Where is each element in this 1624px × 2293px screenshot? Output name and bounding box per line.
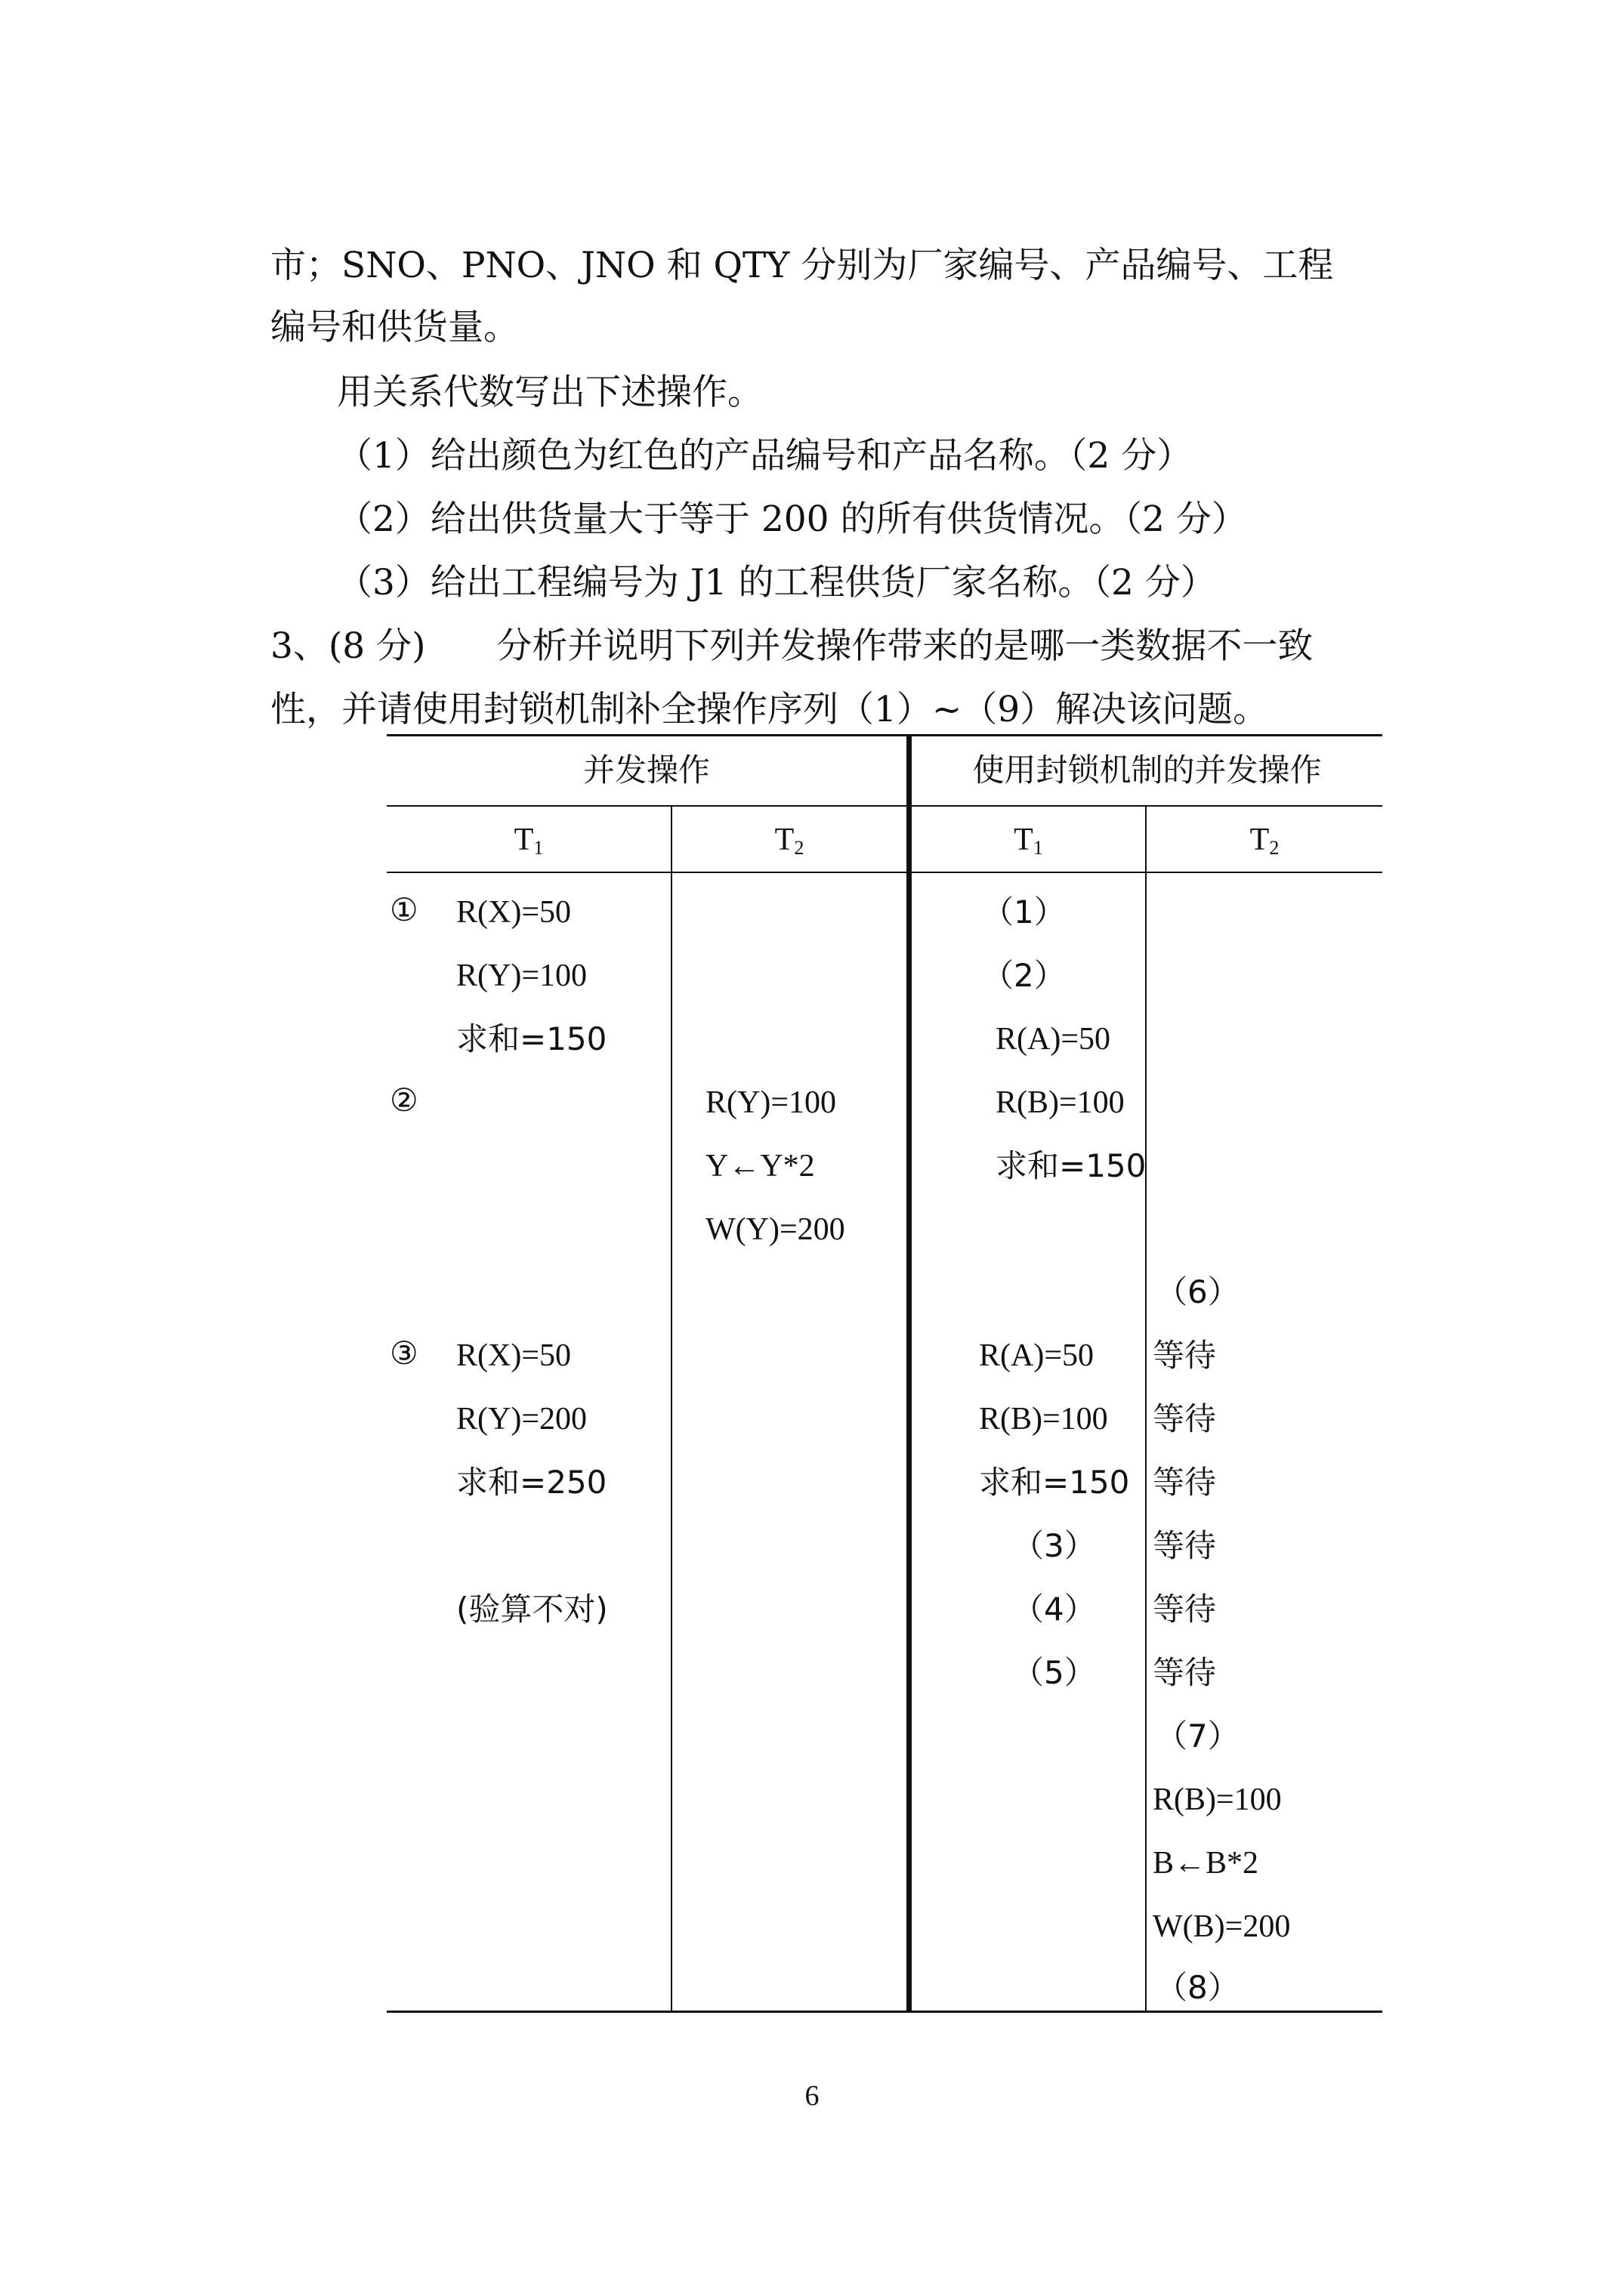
left-t1-op: R(X)=50 <box>456 1338 572 1373</box>
right-t2-op: B←B*2 <box>1153 1846 1259 1881</box>
right-t2-blank: （7） <box>1156 1717 1240 1754</box>
left-t1-op: (验算不对) <box>456 1591 608 1628</box>
right-t1-op: R(A)=50 <box>996 1022 1111 1057</box>
right-t2-blank: （6） <box>1156 1273 1240 1310</box>
col-header-right-t2: $T_2$ <box>1249 822 1280 859</box>
right-t1-op: 求和=150 <box>996 1147 1147 1184</box>
left-t1-op: 求和=250 <box>456 1464 607 1501</box>
paragraph-line-3: 用关系代数写出下述操作。 <box>337 372 763 413</box>
right-t2-wait: 等待 <box>1153 1400 1217 1437</box>
table-header-rule <box>387 805 1382 807</box>
col-header-right-t1: $T_1$ <box>1014 822 1043 859</box>
divider-left-t1-t2 <box>671 805 672 2012</box>
divider-right-t1-t2 <box>1145 805 1147 2012</box>
right-t1-op: 求和=150 <box>979 1464 1130 1501</box>
right-t1-op: R(A)=50 <box>979 1338 1095 1373</box>
left-t1-op: R(Y)=200 <box>456 1402 588 1437</box>
left-t2-op: R(Y)=100 <box>705 1085 837 1120</box>
right-t1-op: R(B)=100 <box>996 1085 1125 1120</box>
group-header-with-locking: 使用封锁机制的并发操作 <box>972 751 1322 789</box>
right-t2-op: R(B)=100 <box>1153 1782 1282 1817</box>
step-marker-3: ③ <box>390 1337 418 1372</box>
right-t1-op: R(B)=100 <box>979 1402 1108 1437</box>
question-item-1: （1）给出颜色为红色的产品编号和产品名称。（2 分） <box>337 435 1193 477</box>
right-t1-blank: （1） <box>982 893 1066 930</box>
right-t2-wait: 等待 <box>1153 1591 1217 1628</box>
step-marker-2: ② <box>390 1084 418 1119</box>
left-t1-op: R(Y)=100 <box>456 958 588 993</box>
right-t1-blank: （2） <box>982 957 1066 994</box>
question-item-3: （3）给出工程编号为 J1 的工程供货厂家名称。（2 分） <box>337 562 1216 603</box>
table-bottom-rule <box>387 2011 1382 2013</box>
right-t2-wait: 等待 <box>1153 1527 1217 1564</box>
left-t2-op: W(Y)=200 <box>705 1212 845 1247</box>
group-header-concurrent: 并发操作 <box>582 751 710 789</box>
step-marker-1: ① <box>390 893 418 928</box>
paragraph-line-1: 市；SNO、PNO、JNO 和 QTY 分别为厂家编号、产品编号、工程 <box>270 245 1334 286</box>
right-t2-wait: 等待 <box>1153 1654 1217 1691</box>
right-t1-blank: （3） <box>1012 1527 1096 1564</box>
right-t2-blank: （8） <box>1156 1969 1240 2006</box>
left-t1-op: R(X)=50 <box>456 895 572 930</box>
right-t2-wait: 等待 <box>1153 1464 1217 1501</box>
left-t2-op: Y←Y*2 <box>705 1149 815 1184</box>
right-t1-blank: （4） <box>1012 1591 1096 1628</box>
question-item-2: （2）给出供货量大于等于 200 的所有供货情况。（2 分） <box>337 498 1247 540</box>
question-3-continued: 性，并请使用封锁机制补全操作序列（1）~（9）解决该问题。 <box>270 689 1269 730</box>
left-t1-op: 求和=150 <box>456 1020 607 1057</box>
question-3-heading: 3、(8 分) 分析并说明下列并发操作带来的是哪一类数据不一致 <box>270 625 1314 667</box>
right-t1-blank: （5） <box>1012 1654 1096 1691</box>
table-subheader-rule <box>387 872 1382 873</box>
divider-group-thick <box>906 734 912 2012</box>
paragraph-line-2: 编号和供货量。 <box>270 307 519 348</box>
right-t2-op: W(B)=200 <box>1153 1909 1291 1944</box>
right-t2-wait: 等待 <box>1153 1337 1217 1374</box>
col-header-left-t1: $T_1$ <box>514 822 544 859</box>
col-header-left-t2: $T_2$ <box>774 822 804 859</box>
table-top-rule <box>387 734 1382 736</box>
page-number: 6 <box>804 2080 820 2112</box>
